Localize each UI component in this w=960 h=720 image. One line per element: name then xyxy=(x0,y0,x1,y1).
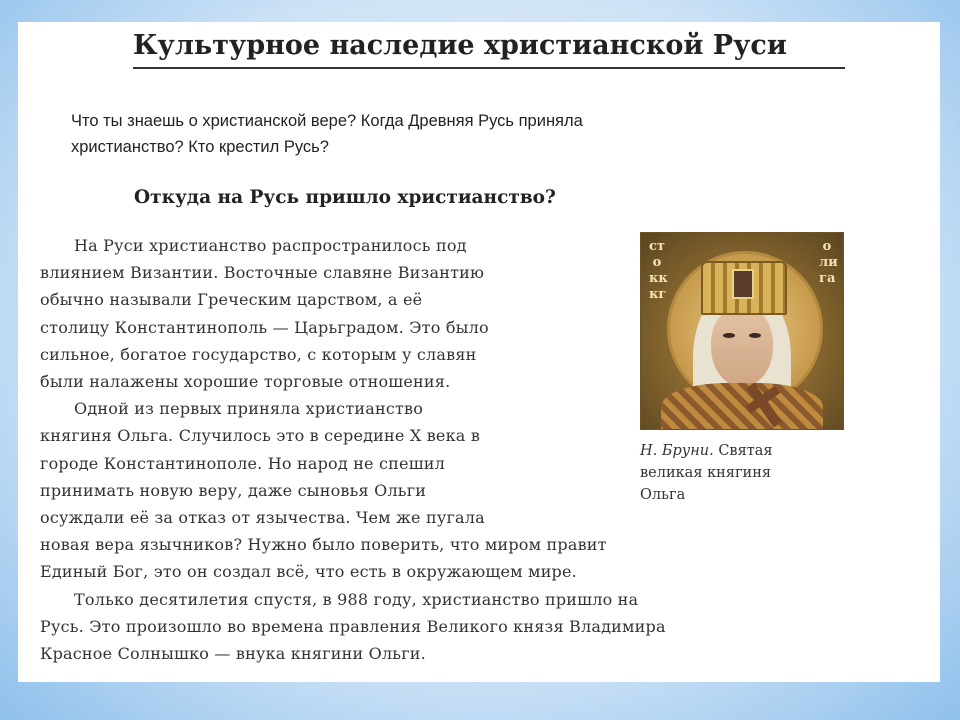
text-line: Красное Солнышко — внука княгини Ольги. xyxy=(40,644,426,664)
text-line: Одной из первых приняла христианство xyxy=(74,399,424,419)
olga-icon-image xyxy=(640,232,844,430)
text-line: принимать новую веру, даже сыновья Ольги xyxy=(40,480,427,500)
text-line: столицу Константинополь — Царьградом. Это было xyxy=(40,317,489,337)
icon-inscription-left: ст о кк кг xyxy=(649,239,668,302)
text-line: сильное, богатое государство, с которым у славян xyxy=(40,344,477,364)
text-line: были налажены хорошие торговые отношения. xyxy=(40,372,451,392)
text-line: городе Константинополе. Но народ не спешил xyxy=(40,453,446,473)
page-title: Культурное наследие христианской Руси xyxy=(133,30,787,61)
intro-question-line-2: христианство? Кто крестил Русь? xyxy=(71,138,329,156)
text-line: новая вера язычников? Нужно было поверить, что миром правит xyxy=(40,535,607,555)
figure-caption xyxy=(640,440,850,506)
intro-question xyxy=(71,108,791,160)
text-line: осуждали её за отказ от язычества. Чем же пугала xyxy=(40,508,485,528)
caption-title-start: Святая xyxy=(713,443,773,459)
caption-line-2: великая княгиня xyxy=(640,465,772,481)
robe-shape xyxy=(661,383,823,430)
textbook-page xyxy=(18,22,940,682)
title-underline xyxy=(133,67,845,69)
text-line: Единый Бог, это он создал всё, что есть в окружающем мире. xyxy=(40,562,577,582)
icon-inscription-right: о ли га xyxy=(819,239,838,286)
right-eye-shape xyxy=(749,333,761,338)
crown-gem-shape xyxy=(732,269,754,299)
body-text xyxy=(40,232,666,667)
caption-line-3: Ольга xyxy=(640,487,686,503)
face-shape xyxy=(711,307,773,387)
intro-question-line-1: Что ты знаешь о христианской вере? Когда Древняя Русь приняла xyxy=(71,112,583,130)
text-line: На Руси христианство распространилось под xyxy=(74,236,467,255)
text-line: влиянием Византии. Восточные славяне Византию xyxy=(40,263,485,283)
caption-author: Н. Бруни. xyxy=(640,443,714,459)
text-line: Русь. Это произошло во времена правления Великого князя Владимира xyxy=(40,616,666,636)
left-eye-shape xyxy=(723,333,735,338)
caption-line-1 xyxy=(640,440,850,462)
text-line: Только десятилетия спустя, в 988 году, христианство пришло на xyxy=(74,589,639,609)
text-line: обычно называли Греческим царством, а её xyxy=(40,290,423,310)
section-heading: Откуда на Русь пришло христианство? xyxy=(134,187,556,208)
text-line: княгиня Ольга. Случилось это в середине X века в xyxy=(40,426,481,446)
